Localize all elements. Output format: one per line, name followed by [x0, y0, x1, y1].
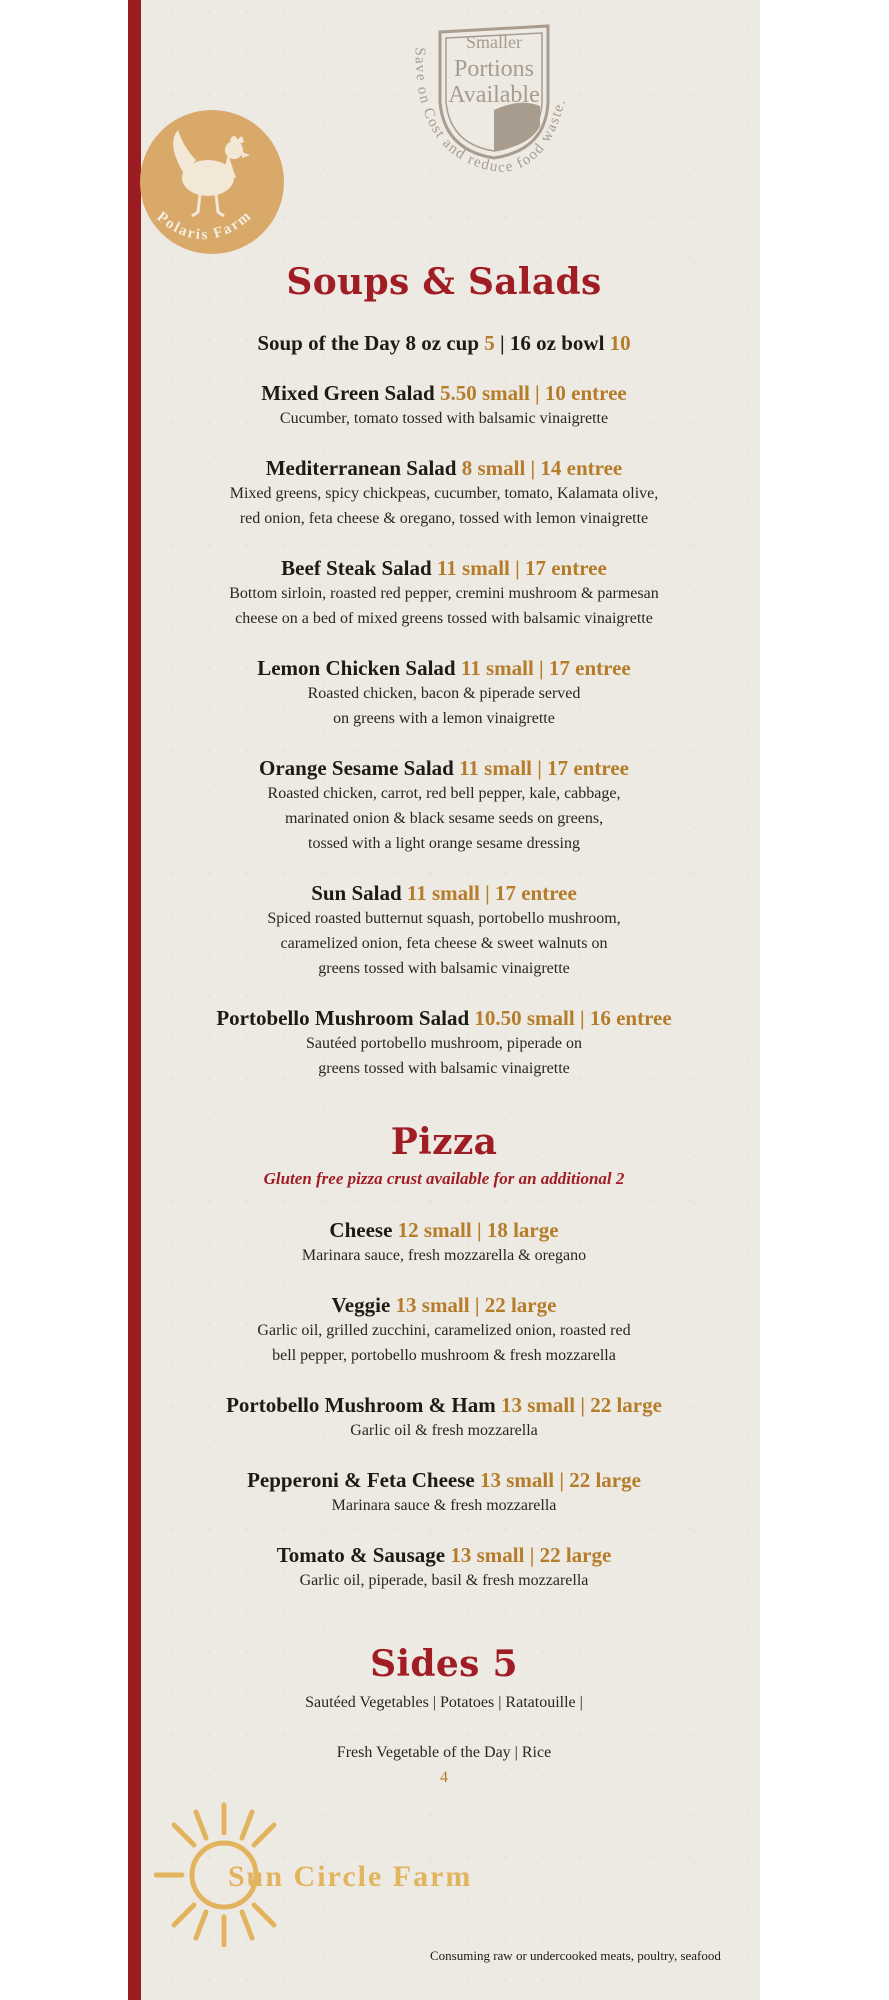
menu-item-veggie-pizza	[128, 1292, 760, 1368]
menu-item-pepperoni-feta-pizza	[128, 1467, 760, 1518]
item-price: 11 small | 17 entree	[436, 556, 607, 580]
item-name: Veggie	[331, 1293, 391, 1317]
item-name: Portobello Mushroom & Ham	[226, 1393, 496, 1417]
item-price: 13 small | 22 large	[395, 1293, 557, 1317]
soups-salads-title: Soups & Salads	[286, 261, 602, 303]
item-name: Lemon Chicken Salad	[257, 656, 456, 680]
stamp-side-text: Save on Cost and reduce food waste.	[411, 47, 570, 177]
menu-page	[128, 0, 760, 2000]
item-price-separator: | 16 oz bowl	[494, 331, 610, 355]
item-description: Garlic oil & fresh mozzarella	[350, 1422, 538, 1439]
item-price: 13 small | 22 large	[479, 1468, 641, 1492]
menu-item-cheese-pizza	[128, 1217, 760, 1268]
stamp-portions: Portions	[453, 56, 535, 82]
item-description: Garlic oil, grilled zucchini, caramelized onion, roasted red bell pepper, portobello mushroom & fresh mozzarella	[257, 1322, 631, 1364]
item-description: Cucumber, tomato tossed with balsamic vinaigrette	[279, 410, 609, 427]
item-name: Orange Sesame Salad	[259, 756, 454, 780]
menu-item-portobello-mushroom-salad	[128, 1005, 760, 1081]
smaller-portions-stamp	[390, 10, 590, 180]
item-price: 11 small | 17 entree	[406, 881, 577, 905]
menu-item-orange-sesame-salad	[128, 755, 760, 856]
item-description: Marinara sauce & fresh mozzarella	[331, 1497, 557, 1514]
polaris-farm-logo	[138, 108, 286, 256]
item-description: Bottom sirloin, roasted red pepper, cremini mushroom & parmesan cheese on a bed of mixed greens tossed with balsamic vinaigrette	[229, 585, 659, 627]
menu-item-sun-salad	[128, 880, 760, 981]
menu-item-mixed-green-salad	[128, 380, 760, 431]
item-price: 13 small | 22 large	[500, 1393, 662, 1417]
item-price: 5.50 small | 10 entree	[439, 381, 627, 405]
item-description: Spiced roasted butternut squash, portobello mushroom, caramelized onion, feta cheese & sweet walnuts on greens tossed with balsamic vinaigrette	[267, 910, 621, 977]
item-name: Sun Salad	[311, 881, 402, 905]
menu-item-mediterranean-salad	[128, 455, 760, 531]
stamp-available: Available	[448, 82, 540, 108]
item-price: 5	[484, 331, 495, 355]
menu-item-lemon-chicken-salad	[128, 655, 760, 731]
item-description: Roasted chicken, bacon & piperade served on greens with a lemon vinaigrette	[307, 685, 581, 727]
sun-circle-farm-label: Sun Circle Farm	[228, 1860, 473, 1893]
item-name: Mixed Green Salad	[261, 381, 435, 405]
item-name: Mediterranean Salad	[265, 456, 457, 480]
item-name: Cheese	[329, 1218, 393, 1242]
item-price: 12 small | 18 large	[397, 1218, 559, 1242]
polaris-farm-label: Polaris Farm	[153, 207, 256, 244]
item-name: Pepperoni & Feta Cheese	[247, 1468, 475, 1492]
sides-line-2: Fresh Vegetable of the Day | Rice	[336, 1744, 552, 1761]
sides-section	[128, 1642, 760, 1790]
menu-item-soup	[128, 330, 760, 356]
sides-price: 5	[492, 1643, 518, 1685]
menu-item-portobello-ham-pizza	[128, 1392, 760, 1443]
item-description: Garlic oil, piperade, basil & fresh mozzarella	[299, 1572, 589, 1589]
sun-circle-farm-logo	[154, 1800, 484, 1950]
item-name: Portobello Mushroom Salad	[216, 1006, 470, 1030]
item-name: Soup of the Day 8 oz cup	[257, 331, 480, 355]
item-description: Marinara sauce, fresh mozzarella & oregano	[301, 1247, 587, 1264]
item-price: 13 small | 22 large	[450, 1543, 612, 1567]
gluten-free-note: Gluten free pizza crust available for an additional 2	[263, 1169, 625, 1188]
stamp-smaller: Smaller	[466, 32, 522, 52]
pizza-section	[128, 1120, 760, 1190]
item-description: Roasted chicken, carrot, red bell pepper, kale, cabbage, marinated onion & black sesame seeds on greens, tossed with a light orange sesame dressing	[267, 785, 621, 852]
item-description: Mixed greens, spicy chickpeas, cucumber, tomato, Kalamata olive, red onion, feta cheese & oregano, tossed with lemon vinaigrette	[229, 485, 659, 527]
item-price: 11 small | 17 entree	[460, 656, 631, 680]
item-price: 8 small | 14 entree	[461, 456, 623, 480]
menu-item-tomato-sausage-pizza	[128, 1542, 760, 1593]
item-name: Tomato & Sausage	[276, 1543, 446, 1567]
soups-salads-section	[128, 260, 760, 304]
menu-item-beef-steak-salad	[128, 555, 760, 631]
item-price: 10.50 small | 16 entree	[474, 1006, 672, 1030]
item-description: Sautéed portobello mushroom, piperade on greens tossed with balsamic vinaigrette	[306, 1035, 582, 1077]
item-price-bowl: 10	[609, 331, 631, 355]
sides-title: Sides	[370, 1643, 480, 1685]
sides-line-1: Sautéed Vegetables | Potatoes | Ratatouille |	[305, 1694, 583, 1711]
pizza-title: Pizza	[390, 1121, 498, 1163]
item-price: 11 small | 17 entree	[459, 756, 629, 780]
item-name: Beef Steak Salad	[281, 556, 432, 580]
rice-price: 4	[440, 1769, 448, 1786]
footer-disclaimer: Consuming raw or undercooked meats, poultry, seafood	[430, 1948, 721, 1963]
